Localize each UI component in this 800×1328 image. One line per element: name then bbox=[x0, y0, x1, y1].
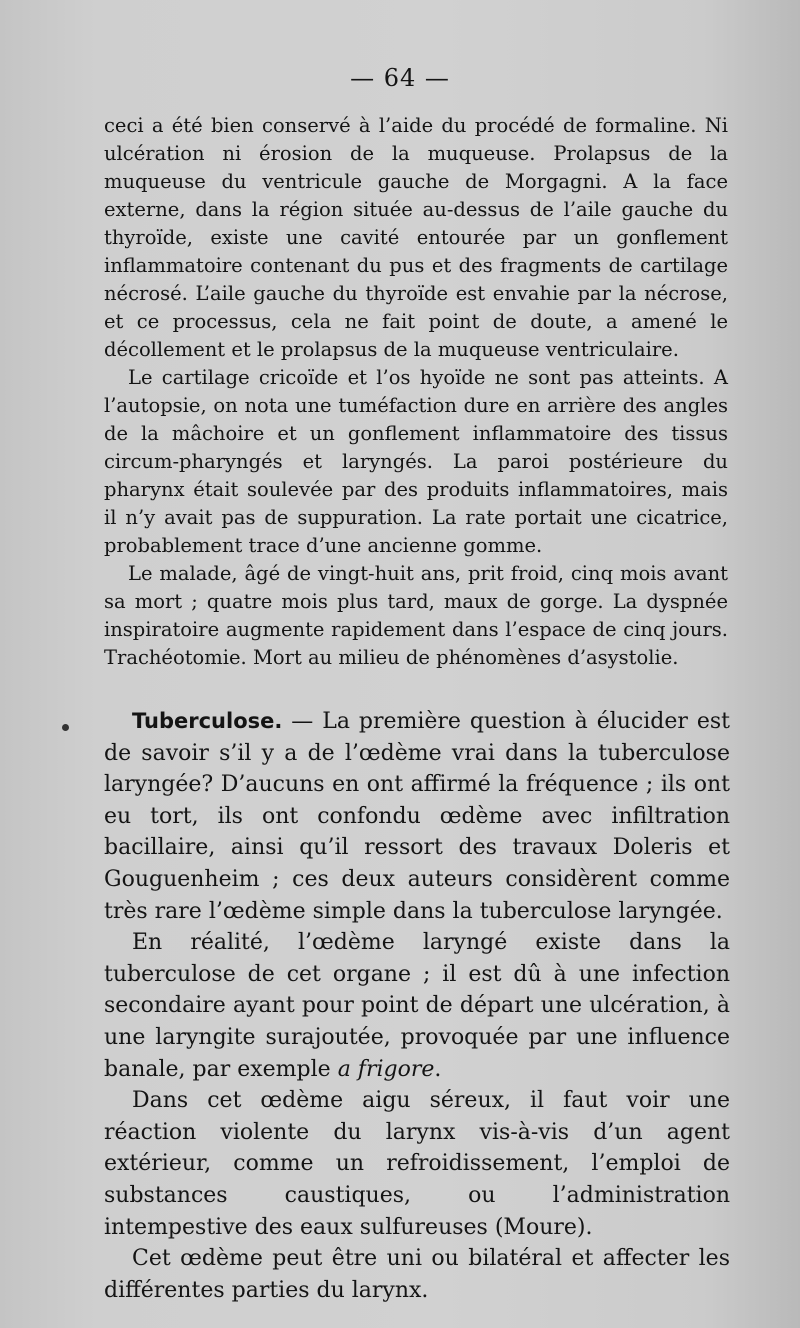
paragraph-text: — La première question à élucider est de savoir s’il y a de l’œdème vrai dans la tuberculose laryngée? D’aucuns en ont affirmé la fréquence ; ils ont eu tort, ils ont confondu œdème avec infiltration bacillaire, ainsi qu’il ressort des travaux Doleris et Gouguenheim ; ces deux auteurs considèrent comme très rare l’œdème simple dans la tuberculose laryngée. bbox=[104, 709, 730, 924]
paragraph: Dans cet œdème aigu séreux, il faut voir une réaction violente du larynx vis-à-vis d’un agent extérieur, comme un refroidissement, l’emploi de substances caustiques, ou l’administration intempestive des eaux sulfureuses (Moure). bbox=[104, 1088, 730, 1240]
paragraph: Cet œdème peut être uni ou bilatéral et affecter les différentes parties du larynx. bbox=[104, 1246, 730, 1303]
tuberculose-section bbox=[104, 706, 730, 1306]
section-heading: Tuberculose. bbox=[132, 709, 283, 733]
paragraph-end: . bbox=[434, 1056, 442, 1082]
paragraph: Le malade, âgé de vingt-huit ans, prit froid, cinq mois avant sa mort ; quatre mois plus tard, maux de gorge. La dyspnée inspiratoire augmente rapidement dans l’espace de cinq jours. Trachéotomie. Mort au milieu de phénomènes d’asystolie. bbox=[104, 562, 728, 669]
paragraph bbox=[104, 706, 730, 927]
margin-mark bbox=[62, 724, 69, 731]
case-report-section bbox=[104, 112, 728, 672]
paragraph: ceci a été bien conservé à l’aide du procédé de formaline. Ni ulcération ni érosion de la muqueuse. Prolapsus de la muqueuse du ventricule gauche de Morgagni. A la face externe, dans la région située au-dessus de l’aile gauche du thyroïde, existe une cavité entourée par un gonflement inflammatoire contenant du pus et des fragments de cartilage nécrosé. L’aile gauche du thyroïde est envahie par la nécrose, et ce processus, cela ne fait point de doute, a amené le décollement et le prolapsus de la muqueuse ventriculaire. bbox=[104, 114, 728, 361]
page-number: — 64 — bbox=[350, 64, 450, 92]
italic-term: a frigore bbox=[337, 1056, 435, 1082]
paragraph bbox=[104, 927, 730, 1085]
paragraph-text: En réalité, l’œdème laryngé existe dans la tuberculose de cet organe ; il est dû à une infection secondaire ayant pour point de départ une ulcération, à une laryngite surajoutée, provoquée par une influence banale, par exemple bbox=[104, 930, 730, 1082]
paragraph: Le cartilage cricoïde et l’os hyoïde ne sont pas atteints. A l’autopsie, on nota une tuméfaction dure en arrière des angles de la mâchoire et un gonflement inflammatoire des tissus circum-pharyngés et laryngés. La paroi postérieure du pharynx était soulevée par des produits inflammatoires, mais il n’y avait pas de suppuration. La rate portait une cicatrice, probablement trace d’une ancienne gomme. bbox=[104, 366, 728, 557]
